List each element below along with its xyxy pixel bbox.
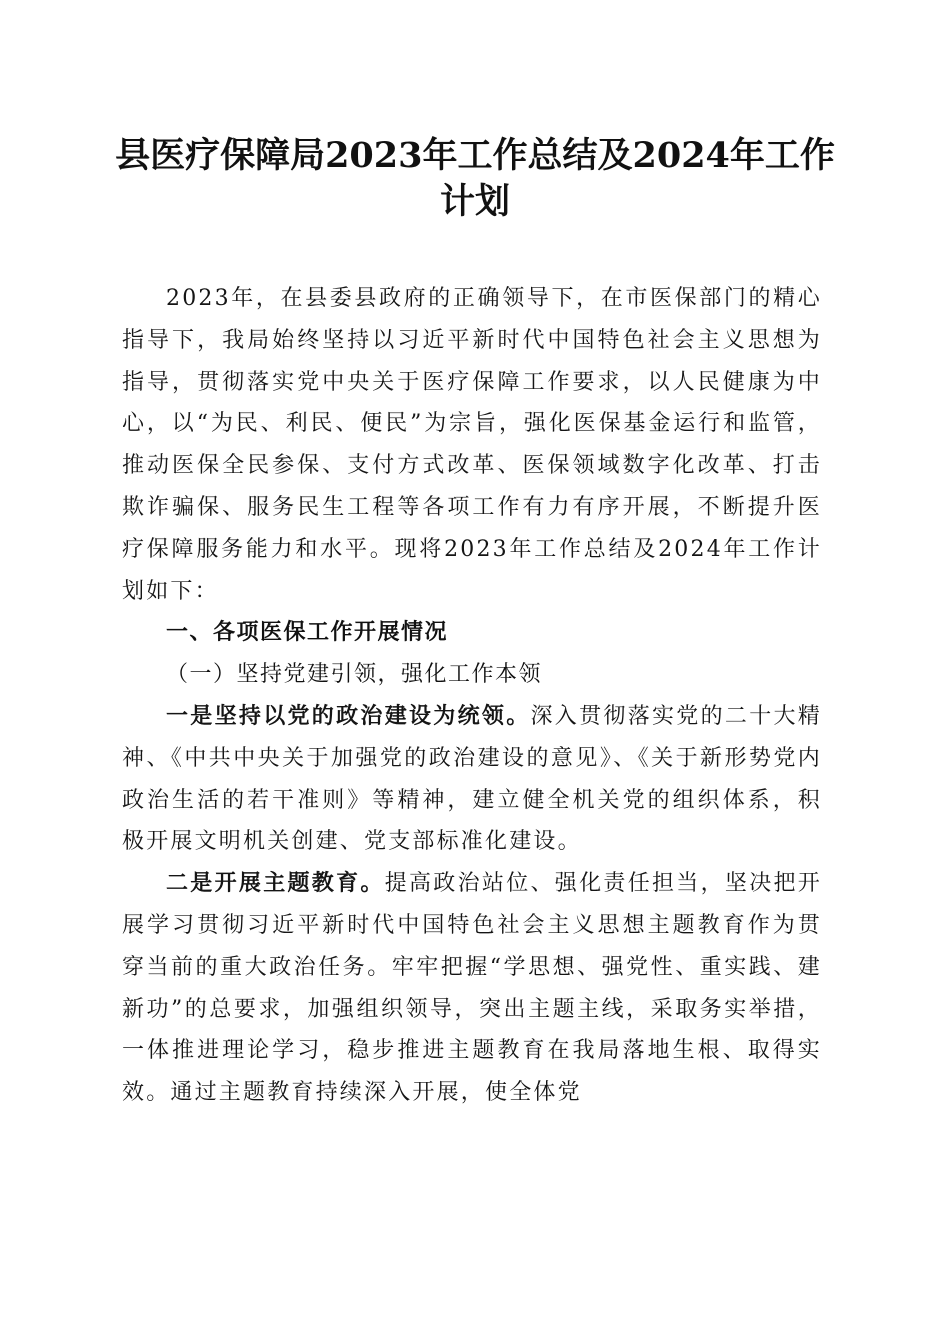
item-2-lead: 二是开展主题教育。 <box>166 871 385 897</box>
document-title <box>100 133 850 225</box>
document-body <box>122 278 822 1114</box>
section-heading-1: 一、各项医保工作开展情况 <box>166 620 449 646</box>
item-paragraph-2 <box>122 863 822 1114</box>
title-line-2: 计划 <box>439 181 510 222</box>
title-line-1: 县医疗保障局2023年工作总结及2024年工作 <box>115 135 835 176</box>
intro-paragraph: 2023年，在县委县政府的正确领导下，在市医保部门的精心指导下，我局始终坚持以习近平新时代中国特色社会主义思想为指导，贯彻落实党中央关于医疗保障工作要求，以人民健康为中心，以“为民、利民、便民”为宗旨，强化医保基金运行和监管，推动医保全民参保、支付方式改革、医保领域数字化改革、打击欺诈骗保、服务民生工程等各项工作有力有序开展，不断提升医疗保障服务能力和水平。现将2023年工作总结及2024年工作计划如下： <box>122 286 822 604</box>
item-1-lead: 一是坚持以党的政治建设为统领。 <box>166 703 531 729</box>
subsection-heading-1: （一）坚持党建引领，强化工作本领 <box>166 662 543 688</box>
item-paragraph-1 <box>122 696 822 863</box>
item-1-text: 深入贯彻落实党的二十大精神、《中共中央关于加强党的政治建设的意见》、《关于新形势党内政治生活的若干准则》等精神，建立健全机关党的组织体系，积极开展文明机关创建、党支部标准化建设。 <box>122 703 822 855</box>
item-2-text: 提高政治站位、强化责任担当，坚决把开展学习贯彻习近平新时代中国特色社会主义思想主题教育作为贯穿当前的重大政治任务。牢牢把握“学思想、强党性、重实践、建新功”的总要求，加强组织领导，突出主题主线，采取务实举措，一体推进理论学习，稳步推进主题教育在我局落地生根、取得实效。通过主题教育持续深入开展，使全体党 <box>122 871 822 1106</box>
